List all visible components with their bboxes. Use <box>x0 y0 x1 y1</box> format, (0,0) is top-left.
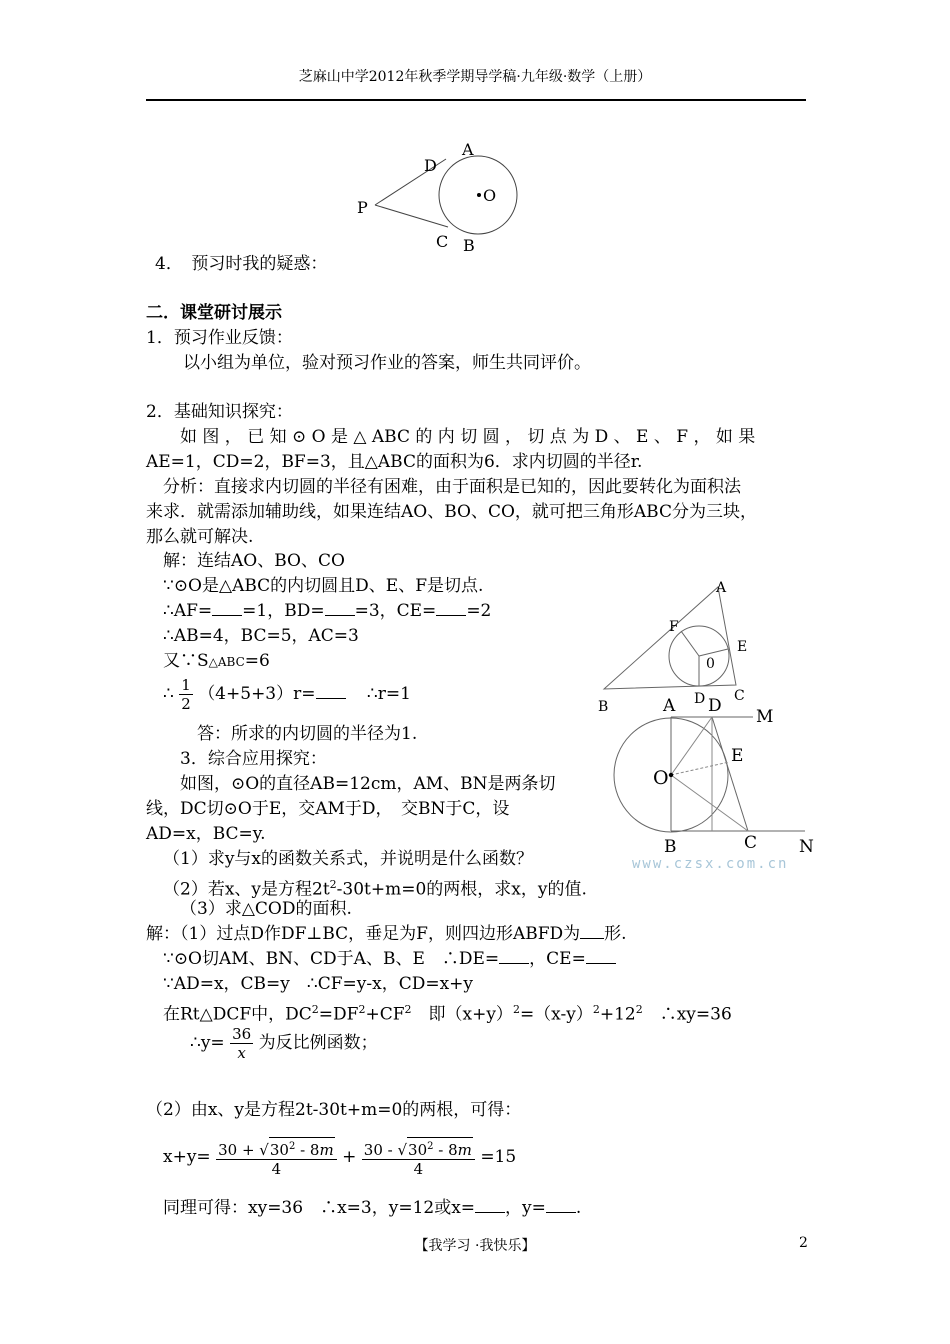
reply-line-2 <box>163 947 616 972</box>
label-d: D <box>708 696 722 716</box>
line-pc <box>375 205 448 227</box>
center-dot <box>477 193 481 197</box>
text: m <box>457 1141 472 1159</box>
radicand <box>269 1137 335 1159</box>
text: =DF <box>318 1004 359 1025</box>
segment-oe <box>671 762 729 775</box>
label-b: B <box>463 236 475 255</box>
reply-line-5 <box>190 1025 378 1062</box>
solution-line-5 <box>163 649 270 675</box>
label-c: C <box>734 688 745 704</box>
page-footer: 【我学习 ·我快乐】 <box>414 1238 536 1254</box>
reply-line-6: （2）由x、y是方程2t-30t+m=0的两根，可得： <box>146 1100 522 1120</box>
text: ∴AF= <box>163 601 213 621</box>
fraction-half <box>179 676 193 713</box>
radius-oe <box>699 649 728 656</box>
superscript: 2 <box>592 1003 600 1016</box>
text: ∴y= <box>190 1033 225 1053</box>
blank <box>436 599 466 616</box>
section-title: 二．课堂研讨展示 <box>146 303 282 323</box>
label-c: C <box>436 232 449 251</box>
blank <box>586 947 616 964</box>
superscript: 2 <box>635 1003 643 1016</box>
label-b: B <box>664 837 677 857</box>
text: 形. <box>604 924 627 944</box>
page-number: 2 <box>799 1235 808 1251</box>
text: （2）若x、y是方程2t <box>163 879 330 900</box>
blank <box>580 922 604 939</box>
text: 又∵S <box>163 651 209 671</box>
fraction-36-over-x <box>230 1025 253 1062</box>
s2-problem-2: AE=1，CD=2，BF=3，且△ABC的面积为6．求内切圆的半径r. <box>146 452 643 472</box>
center-dot <box>669 773 673 777</box>
reply-line-8 <box>163 1196 581 1221</box>
label-b: B <box>598 699 609 715</box>
triangle-abc <box>604 587 736 689</box>
fraction-root-minus <box>362 1137 475 1178</box>
fraction-root-plus <box>216 1137 337 1178</box>
blank <box>546 1196 576 1213</box>
text: ，y= <box>505 1198 546 1218</box>
denominator: x <box>237 1044 246 1062</box>
text: 为反比例函数； <box>258 1033 378 1053</box>
item-4: 4． 预习时我的疑惑： <box>155 254 328 274</box>
reply-line-1 <box>146 922 627 947</box>
text: 在Rt△DCF中，DC <box>163 1004 312 1025</box>
s1-title: 1．预习作业反馈： <box>146 328 293 348</box>
label-c: C <box>744 833 758 853</box>
text: （4+5+3）r= <box>198 684 316 704</box>
label-a: A <box>663 696 676 716</box>
question-3: （3）求△COD的面积. <box>180 899 352 919</box>
radius-of <box>681 631 699 656</box>
text: 即（x+y） <box>411 1004 513 1025</box>
text: ∴xy=36 <box>642 1004 732 1025</box>
watermark-text: www.czsx.com.cn <box>632 856 789 872</box>
text: - 8 <box>433 1141 458 1159</box>
radicand <box>407 1137 473 1159</box>
s2-problem-1: 如 图 ， 已 知 ⊙ O 是 △ ABC 的 内 切 圆 ， 切 点 为 D 、 E 、 F ， 如 果 <box>180 427 756 447</box>
reply-line-7 <box>163 1137 516 1178</box>
text: m <box>319 1141 334 1159</box>
text: =6 <box>244 651 270 671</box>
reply-line-3: ∵AD=x，CB=y ∴CF=y-x，CD=x+y <box>163 974 474 994</box>
s2-analysis-2: 来求．就需添加辅助线，如果连结AO、BO、CO，就可把三角形ABC分为三块， <box>146 502 757 522</box>
label-p: P <box>357 198 368 217</box>
solution-line-2: ∵⊙O是△ABC的内切圆且D、E、F是切点. <box>163 576 484 596</box>
question-1: （1）求y与x的函数关系式，并说明是什么函数？ <box>163 849 534 869</box>
blank <box>475 1196 505 1213</box>
label-e: E <box>731 746 744 766</box>
figure-tangent-pa <box>350 135 530 255</box>
label-o: O <box>653 767 669 789</box>
page-header: 芝麻山中学2012年秋季学期导学稿·九年级·数学（上册） <box>298 69 652 85</box>
s3-title: 3．综合应用探究： <box>180 749 327 769</box>
text: 30 + <box>218 1141 260 1159</box>
label-d: D <box>694 691 706 707</box>
text: x+y= <box>163 1147 211 1167</box>
text: ，CE= <box>529 949 586 969</box>
solution-line-4: ∴AB=4，BC=5，AC=3 <box>163 626 359 646</box>
denominator: 4 <box>413 1160 424 1178</box>
text: 30 <box>269 1141 289 1159</box>
superscript: 2 <box>358 1003 366 1016</box>
text: =2 <box>466 601 492 621</box>
label-m: M <box>756 707 774 727</box>
label-a: A <box>462 140 474 159</box>
blank <box>212 599 242 616</box>
segment-od <box>671 717 712 775</box>
segment-oc <box>671 775 748 831</box>
label-e: E <box>737 639 748 655</box>
label-a: A <box>716 580 727 596</box>
label-o: 0 <box>706 656 715 672</box>
label-n: N <box>799 837 814 857</box>
superscript: 2 <box>288 1141 296 1152</box>
text: 30 <box>408 1141 428 1159</box>
text: - 8 <box>295 1141 320 1159</box>
superscript: 2 <box>329 878 337 891</box>
text: 30 - <box>363 1141 398 1159</box>
superscript: 2 <box>311 1003 319 1016</box>
s2-analysis-1: 分析：直接求内切圆的半径有困难，由于面积是已知的，因此要转化为面积法 <box>163 477 741 497</box>
solution-answer: 答：所求的内切圆的半径为1. <box>197 724 418 744</box>
tangent-dc <box>712 717 748 831</box>
text: =（x-y） <box>519 1004 593 1025</box>
text: =3，CE= <box>354 601 437 621</box>
text: 解：（1）过点D作DF⊥BC，垂足为F，则四边形ABFD为 <box>146 924 581 944</box>
text: ∵⊙O切AM、BN、CD于A、B、E ∴DE= <box>163 949 500 969</box>
blank <box>499 947 529 964</box>
text: +12 <box>599 1004 636 1025</box>
numerator: 36 <box>232 1025 252 1043</box>
solution-line-6 <box>163 676 411 713</box>
numerator: 1 <box>181 676 191 694</box>
blank <box>316 682 346 699</box>
text: =1，BD= <box>242 601 325 621</box>
solution-line-3 <box>163 599 491 624</box>
denominator: 4 <box>271 1160 282 1178</box>
text: ∴ <box>163 684 174 704</box>
blank <box>325 599 355 616</box>
text: 同理可得：xy=36 ∴x=3，y=12或x= <box>163 1198 476 1218</box>
s1-text: 以小组为单位，验对预习作业的答案，师生共同评价。 <box>183 353 591 373</box>
text: ∴r=1 <box>366 684 411 704</box>
text: +CF <box>365 1004 405 1025</box>
s2-title: 2．基础知识探究： <box>146 402 293 422</box>
numerator: $30 + √30^2 - 8m$ <box>216 1137 337 1160</box>
denominator: 2 <box>181 695 191 713</box>
header-rule <box>146 99 806 101</box>
superscript: 2 <box>427 1141 434 1152</box>
s2-analysis-3: 那么就可解决. <box>146 527 254 547</box>
solution-line-1: 解：连结AO、BO、CO <box>163 551 345 571</box>
superscript: 2 <box>512 1003 520 1016</box>
s3-problem-2: 线，DC切⊙O于E，交AM于D， 交BN于C，设 <box>146 799 510 819</box>
label-d: D <box>424 156 437 175</box>
plus-sign: + <box>342 1147 357 1167</box>
s3-problem-3: AD=x，BC=y. <box>146 824 266 844</box>
reply-line-4 <box>163 997 732 1028</box>
subscript: △ABC <box>208 655 245 669</box>
text: =15 <box>480 1147 517 1167</box>
label-o: O <box>483 186 497 205</box>
text: -30t+m=0的两根，求x，y的值. <box>336 879 587 900</box>
label-f: F <box>669 619 679 635</box>
numerator: $30 - √30^2 - 8m$ <box>362 1137 475 1160</box>
s3-problem-1: 如图，⊙O的直径AB=12cm，AM、BN是两条切 <box>180 774 556 794</box>
superscript: 2 <box>404 1003 412 1016</box>
text: . <box>575 1198 582 1218</box>
